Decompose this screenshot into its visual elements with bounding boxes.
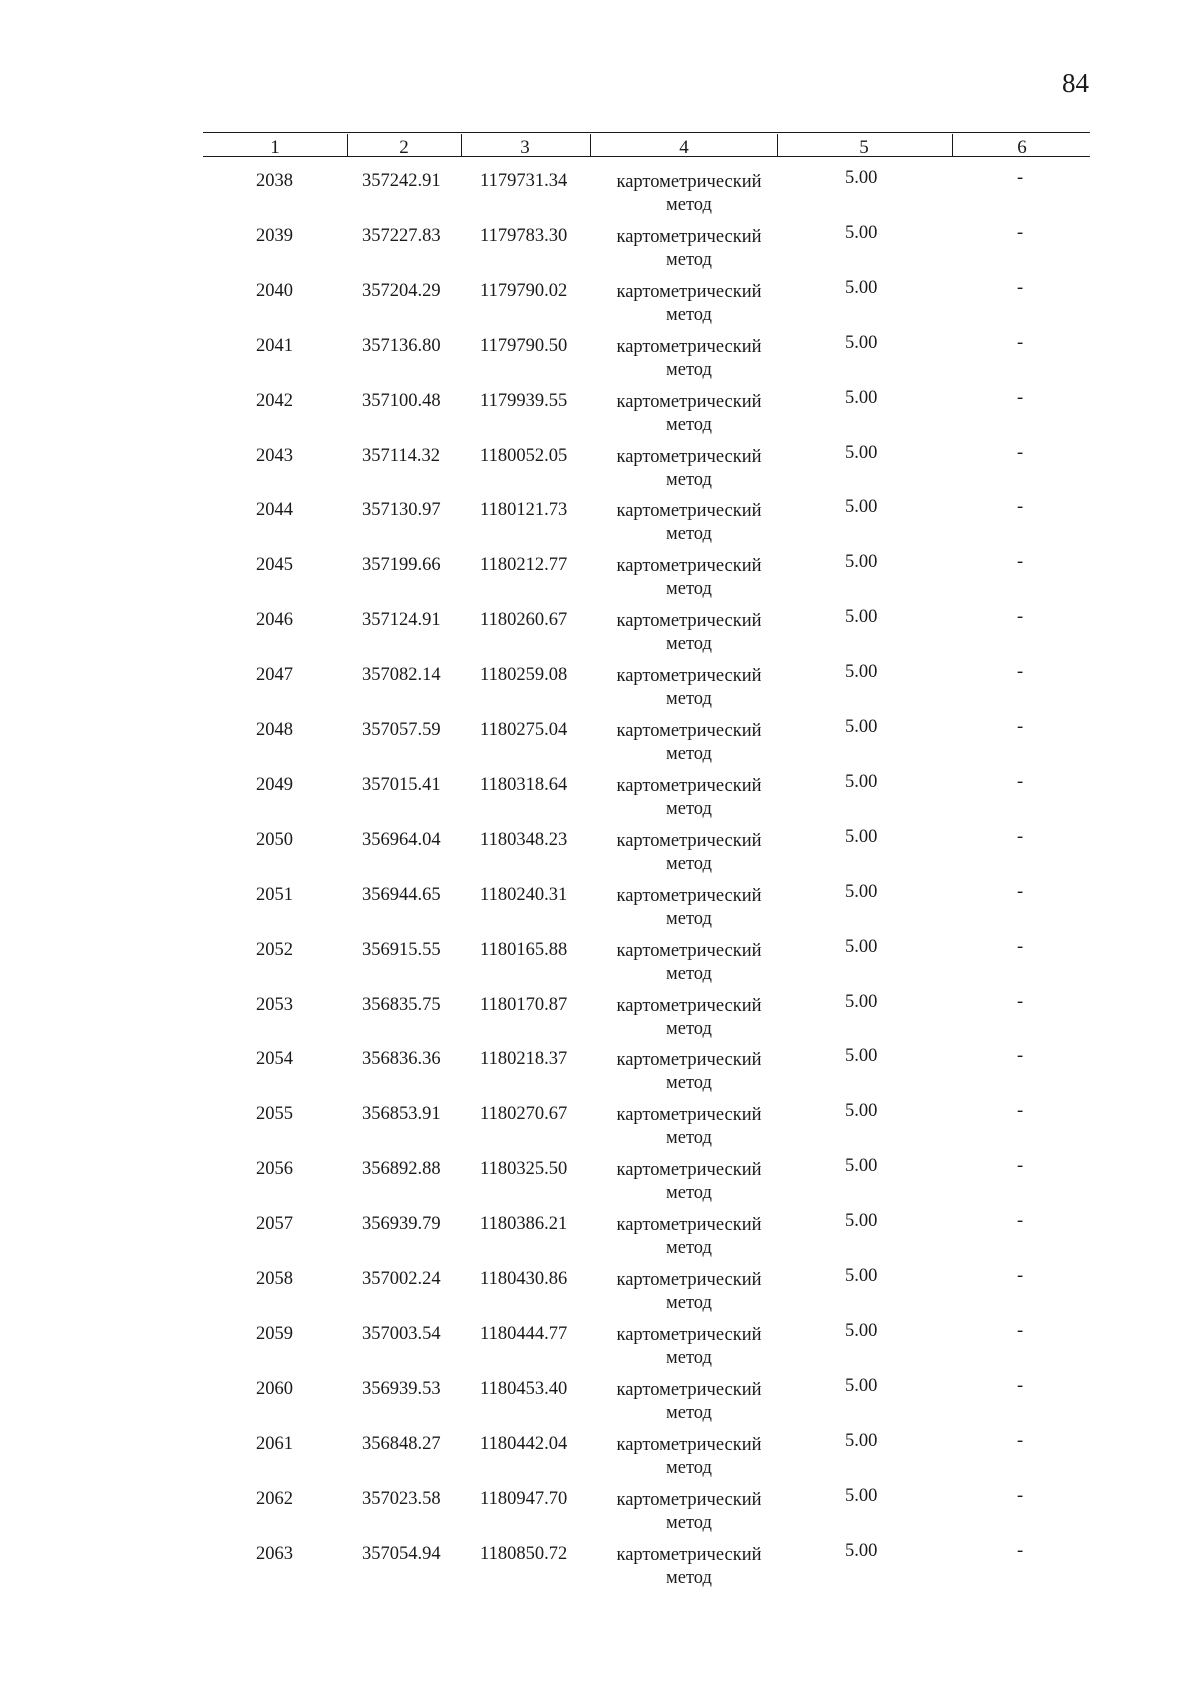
method-line-1: картометрический — [616, 611, 762, 632]
precision-value: 5.00 — [845, 1540, 878, 1561]
note-value: - — [1017, 1046, 1024, 1067]
table-row — [0, 1430, 1200, 1488]
note-value: - — [1017, 497, 1024, 518]
method-line-2: метод — [666, 579, 712, 600]
header-top-rule — [203, 132, 1090, 133]
note-value: - — [1017, 1266, 1024, 1286]
point-number: 2055 — [256, 1104, 293, 1125]
method-cell — [604, 446, 774, 492]
table-row — [0, 1101, 1200, 1158]
table-row — [0, 387, 1200, 445]
method-line-1: картометрический — [616, 501, 762, 522]
method-line-1: картометрический — [616, 172, 762, 192]
coordinate-x: 357082.14 — [362, 665, 441, 686]
coordinate-x: 356939.53 — [362, 1378, 441, 1399]
precision-value: 5.00 — [845, 826, 878, 847]
coordinate-y: 1180444.77 — [480, 1323, 568, 1344]
method-line-2: метод — [666, 1128, 712, 1149]
method-cell — [604, 1489, 774, 1535]
coordinate-x: 357100.48 — [362, 390, 441, 411]
method-cell — [604, 940, 774, 986]
precision-value: 5.00 — [845, 442, 878, 463]
method-cell — [604, 171, 774, 217]
header-divider — [952, 134, 953, 156]
coordinate-y: 1180386.21 — [480, 1214, 568, 1235]
method-line-2: метод — [666, 1073, 712, 1094]
method-line-2: метод — [666, 249, 712, 270]
coordinate-y: 1179783.30 — [480, 225, 568, 246]
method-line-1: картометрический — [616, 885, 762, 906]
note-value: - — [1017, 991, 1024, 1012]
note-value: - — [1017, 771, 1024, 792]
header-divider — [590, 134, 591, 156]
coordinate-x: 357242.91 — [362, 171, 441, 191]
note-value: - — [1017, 1101, 1024, 1122]
precision-value: 5.00 — [845, 1046, 878, 1067]
coordinate-y: 1180121.73 — [480, 500, 568, 521]
precision-value: 5.00 — [845, 387, 878, 408]
table-row — [0, 168, 1200, 225]
header-divider — [347, 134, 348, 156]
method-line-2: метод — [666, 1567, 712, 1588]
table-row — [0, 277, 1200, 335]
coordinate-x: 357227.83 — [362, 225, 441, 246]
table-row — [0, 1320, 1200, 1378]
precision-value: 5.00 — [845, 881, 878, 902]
method-line-2: метод — [666, 963, 712, 984]
coordinate-y: 1180212.77 — [480, 555, 568, 576]
coordinate-y: 1179939.55 — [480, 390, 568, 411]
precision-value: 5.00 — [845, 1101, 878, 1122]
table-row — [0, 771, 1200, 829]
method-cell — [604, 1544, 774, 1590]
coordinate-y: 1180430.86 — [480, 1269, 568, 1289]
point-number: 2053 — [256, 994, 293, 1015]
method-line-1: картометрический — [616, 1434, 762, 1455]
column-header-2: 2 — [399, 137, 409, 158]
table-row — [0, 332, 1200, 390]
coordinate-x: 356853.91 — [362, 1104, 441, 1125]
method-line-2: метод — [666, 853, 712, 874]
method-line-2: метод — [666, 1512, 712, 1533]
point-number: 2052 — [256, 939, 293, 960]
point-number: 2041 — [256, 335, 293, 356]
precision-value: 5.00 — [845, 1211, 878, 1232]
point-number: 2039 — [256, 225, 293, 246]
coordinate-y: 1180947.70 — [480, 1488, 568, 1509]
method-cell — [604, 720, 774, 766]
coordinate-x: 356835.75 — [362, 994, 441, 1015]
method-cell — [604, 281, 774, 327]
precision-value: 5.00 — [845, 1430, 878, 1451]
coordinate-y: 1180318.64 — [480, 774, 568, 795]
page-number: 84 — [1062, 68, 1089, 98]
point-number: 2056 — [256, 1159, 293, 1180]
precision-value: 5.00 — [845, 332, 878, 353]
coordinate-x: 356964.04 — [362, 829, 441, 850]
method-line-1: картометрический — [616, 721, 762, 741]
note-value: - — [1017, 552, 1024, 573]
method-line-1: картометрический — [616, 995, 762, 1016]
point-number: 2058 — [256, 1269, 293, 1289]
method-cell — [604, 391, 774, 437]
point-number: 2059 — [256, 1323, 293, 1344]
note-value: - — [1017, 936, 1024, 957]
method-line-2: метод — [666, 524, 712, 545]
coordinate-x: 357023.58 — [362, 1488, 441, 1509]
method-line-1: картометрический — [616, 666, 762, 687]
method-line-2: метод — [666, 359, 712, 380]
coordinate-y: 1180453.40 — [480, 1378, 568, 1399]
coordinate-y: 1180275.04 — [480, 720, 568, 740]
coordinate-x: 357057.59 — [362, 720, 441, 740]
coordinate-y: 1180218.37 — [480, 1049, 568, 1070]
method-cell — [604, 1214, 774, 1260]
point-number: 2049 — [256, 774, 293, 795]
method-cell — [604, 336, 774, 382]
column-header-6: 6 — [1017, 137, 1027, 158]
method-cell — [604, 1104, 774, 1150]
precision-value: 5.00 — [845, 1320, 878, 1341]
method-line-1: картометрический — [616, 1324, 762, 1345]
coordinate-y: 1180260.67 — [480, 610, 568, 631]
table-row — [0, 826, 1200, 884]
method-cell — [604, 555, 774, 601]
table-row — [0, 442, 1200, 500]
coordinate-x: 357003.54 — [362, 1323, 441, 1344]
coordinate-x: 356848.27 — [362, 1433, 441, 1454]
point-number: 2063 — [256, 1543, 293, 1564]
coordinate-x: 357204.29 — [362, 280, 441, 301]
table-row — [0, 222, 1200, 280]
precision-value: 5.00 — [845, 222, 878, 243]
coordinate-y: 1179790.02 — [480, 280, 568, 301]
precision-value: 5.00 — [845, 1156, 878, 1177]
method-cell — [604, 665, 774, 711]
coordinate-x: 356836.36 — [362, 1049, 441, 1070]
method-cell — [604, 1324, 774, 1370]
point-number: 2050 — [256, 829, 293, 850]
precision-value: 5.00 — [845, 552, 878, 573]
method-line-1: картометрический — [616, 1379, 762, 1400]
note-value: - — [1017, 717, 1024, 737]
note-value: - — [1017, 222, 1024, 243]
method-line-2: метод — [666, 1238, 712, 1259]
table-row — [0, 607, 1200, 664]
method-cell — [604, 226, 774, 272]
column-header-4: 4 — [679, 137, 689, 158]
note-value: - — [1017, 168, 1024, 188]
coordinate-y: 1180259.08 — [480, 665, 568, 686]
note-value: - — [1017, 387, 1024, 408]
column-header-3: 3 — [520, 137, 530, 158]
method-line-1: картометрический — [616, 1270, 762, 1290]
coordinate-x: 357054.94 — [362, 1543, 441, 1564]
point-number: 2047 — [256, 665, 293, 686]
table-row — [0, 1046, 1200, 1103]
point-number: 2045 — [256, 555, 293, 576]
precision-value: 5.00 — [845, 168, 878, 188]
method-cell — [604, 995, 774, 1041]
note-value: - — [1017, 1320, 1024, 1341]
method-cell — [604, 1049, 774, 1095]
method-line-1: картометрический — [616, 446, 762, 467]
column-header-5: 5 — [859, 137, 869, 158]
precision-value: 5.00 — [845, 717, 878, 737]
coordinate-x: 357124.91 — [362, 610, 441, 631]
point-number: 2061 — [256, 1433, 293, 1454]
note-value: - — [1017, 1156, 1024, 1177]
method-line-2: метод — [666, 744, 712, 764]
precision-value: 5.00 — [845, 662, 878, 683]
method-cell — [604, 610, 774, 656]
note-value: - — [1017, 881, 1024, 902]
point-number: 2044 — [256, 500, 293, 521]
table-row — [0, 991, 1200, 1049]
method-line-2: метод — [666, 1457, 712, 1478]
precision-value: 5.00 — [845, 277, 878, 298]
point-number: 2046 — [256, 610, 293, 631]
table-row — [0, 662, 1200, 719]
method-line-1: картометрический — [616, 1544, 762, 1565]
method-line-1: картометрический — [616, 336, 762, 357]
method-cell — [604, 1434, 774, 1480]
precision-value: 5.00 — [845, 1485, 878, 1506]
header-bottom-rule — [203, 156, 1090, 157]
note-value: - — [1017, 826, 1024, 847]
method-cell — [604, 830, 774, 876]
method-line-2: метод — [666, 908, 712, 929]
coordinate-y: 1180270.67 — [480, 1104, 568, 1125]
method-line-1: картометрический — [616, 940, 762, 961]
method-line-1: картометрический — [616, 226, 762, 247]
method-line-1: картометрический — [616, 775, 762, 796]
coordinate-y: 1180850.72 — [480, 1543, 568, 1564]
note-value: - — [1017, 1430, 1024, 1451]
precision-value: 5.00 — [845, 1375, 878, 1396]
method-line-2: метод — [666, 195, 712, 215]
point-number: 2048 — [256, 720, 293, 740]
table-row — [0, 936, 1200, 994]
method-line-2: метод — [666, 1402, 712, 1423]
method-cell — [604, 775, 774, 821]
table-row — [0, 1540, 1200, 1598]
point-number: 2054 — [256, 1049, 293, 1070]
point-number: 2051 — [256, 884, 293, 905]
method-line-1: картометрический — [616, 830, 762, 851]
precision-value: 5.00 — [845, 1266, 878, 1286]
method-line-2: метод — [666, 469, 712, 490]
coordinate-x: 357199.66 — [362, 555, 441, 576]
method-line-2: метод — [666, 689, 712, 710]
coordinate-y: 1180052.05 — [480, 445, 568, 466]
method-line-1: картометрический — [616, 1105, 762, 1126]
table-row — [0, 1375, 1200, 1433]
note-value: - — [1017, 442, 1024, 463]
point-number: 2062 — [256, 1488, 293, 1509]
coordinate-x: 356915.55 — [362, 939, 441, 960]
method-line-2: метод — [666, 634, 712, 655]
coordinate-y: 1180165.88 — [480, 939, 568, 960]
column-header-1: 1 — [270, 137, 280, 158]
coordinate-y: 1180240.31 — [480, 884, 568, 905]
coordinate-y: 1179790.50 — [480, 335, 568, 356]
coordinate-x: 357002.24 — [362, 1269, 441, 1289]
method-cell — [604, 1379, 774, 1425]
point-number: 2042 — [256, 390, 293, 411]
method-line-1: картометрический — [616, 556, 762, 577]
precision-value: 5.00 — [845, 936, 878, 957]
method-line-2: метод — [666, 798, 712, 819]
table-row — [0, 1485, 1200, 1543]
table-row — [0, 881, 1200, 939]
method-line-1: картометрический — [616, 1215, 762, 1236]
method-cell — [604, 885, 774, 931]
method-line-2: метод — [666, 1293, 712, 1313]
method-line-2: метод — [666, 304, 712, 325]
method-line-2: метод — [666, 414, 712, 435]
coordinate-x: 357136.80 — [362, 335, 441, 356]
method-cell — [604, 1269, 774, 1315]
coordinate-y: 1180170.87 — [480, 994, 568, 1015]
note-value: - — [1017, 1485, 1024, 1506]
note-value: - — [1017, 1540, 1024, 1561]
coordinate-y: 1180348.23 — [480, 829, 568, 850]
coordinate-y: 1179731.34 — [480, 171, 568, 191]
point-number: 2043 — [256, 445, 293, 466]
precision-value: 5.00 — [845, 991, 878, 1012]
precision-value: 5.00 — [845, 497, 878, 518]
method-line-2: метод — [666, 1018, 712, 1039]
table-row — [0, 497, 1200, 554]
table-row — [0, 1266, 1200, 1323]
coordinate-x: 356944.65 — [362, 884, 441, 905]
method-line-1: картометрический — [616, 281, 762, 302]
coordinate-x: 356939.79 — [362, 1214, 441, 1235]
point-number: 2057 — [256, 1214, 293, 1235]
table-row — [0, 1211, 1200, 1268]
table-row — [0, 552, 1200, 609]
method-line-1: картометрический — [616, 1489, 762, 1510]
method-cell — [604, 500, 774, 546]
note-value: - — [1017, 662, 1024, 683]
note-value: - — [1017, 332, 1024, 353]
coordinate-x: 357130.97 — [362, 500, 441, 521]
method-line-1: картометрический — [616, 391, 762, 412]
table-row — [0, 717, 1200, 774]
method-line-1: картометрический — [616, 1160, 762, 1181]
point-number: 2040 — [256, 280, 293, 301]
coordinate-x: 357015.41 — [362, 774, 441, 795]
method-line-2: метод — [666, 1183, 712, 1204]
point-number: 2060 — [256, 1378, 293, 1399]
coordinate-x: 356892.88 — [362, 1159, 441, 1180]
coordinate-y: 1180325.50 — [480, 1159, 568, 1180]
note-value: - — [1017, 1375, 1024, 1396]
point-number: 2038 — [256, 171, 293, 191]
note-value: - — [1017, 1211, 1024, 1232]
note-value: - — [1017, 607, 1024, 628]
coordinate-x: 357114.32 — [362, 445, 440, 466]
method-line-2: метод — [666, 1347, 712, 1368]
precision-value: 5.00 — [845, 771, 878, 792]
note-value: - — [1017, 277, 1024, 298]
precision-value: 5.00 — [845, 607, 878, 628]
header-divider — [777, 134, 778, 156]
header-divider — [461, 134, 462, 156]
method-cell — [604, 1159, 774, 1205]
table-row — [0, 1156, 1200, 1213]
method-line-1: картометрический — [616, 1050, 762, 1071]
coordinate-y: 1180442.04 — [480, 1433, 568, 1454]
